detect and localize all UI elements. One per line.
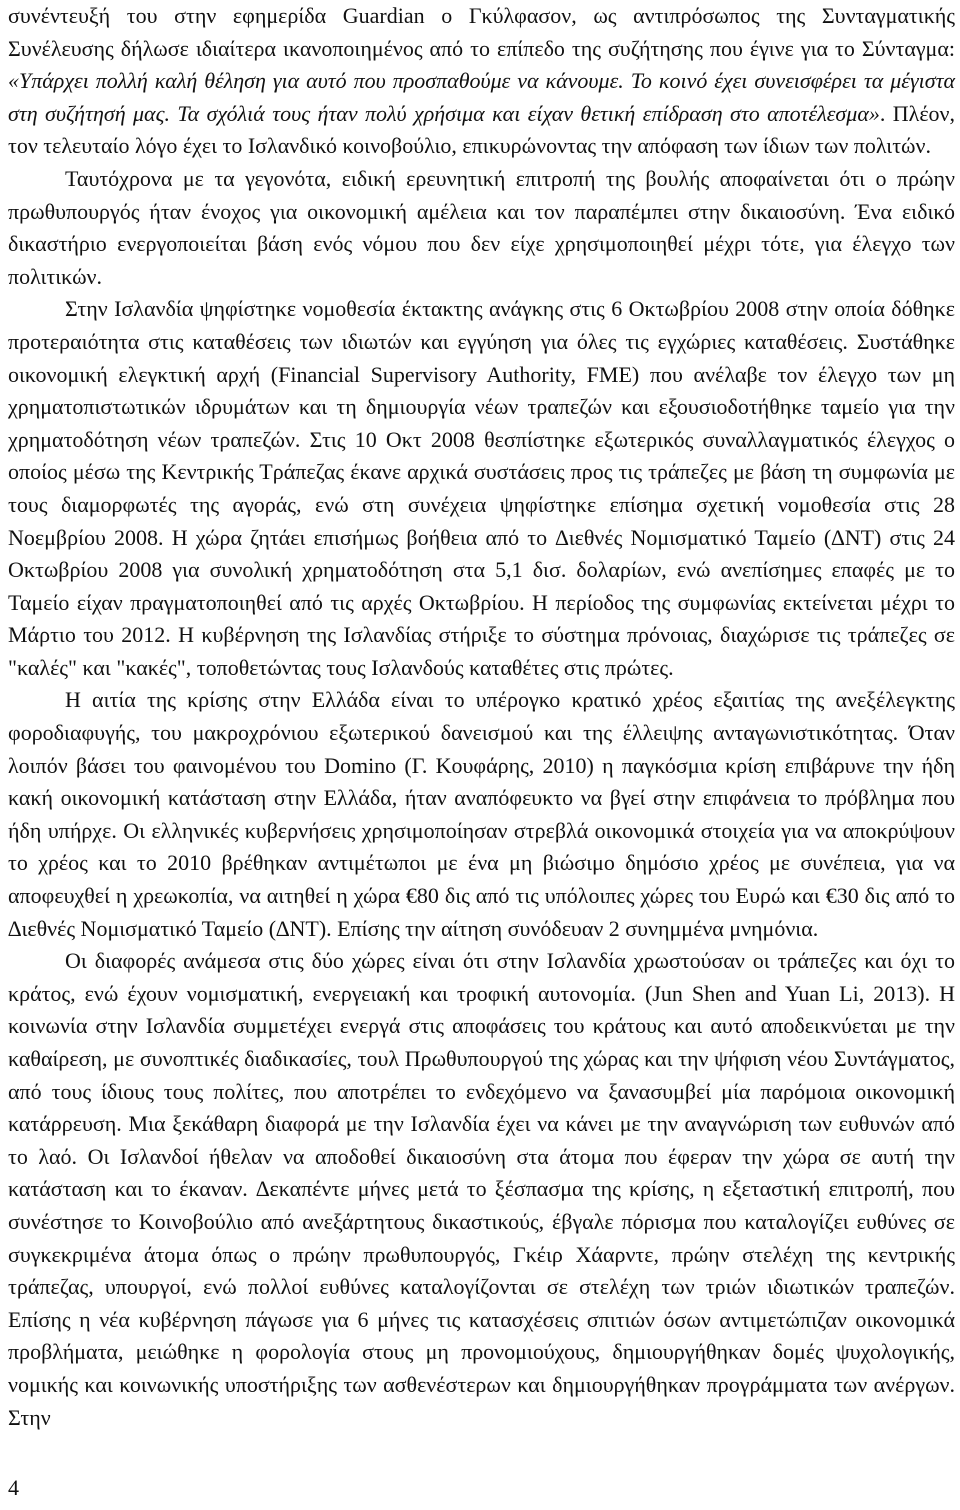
paragraph-4: Η αιτία της κρίσης στην Ελλάδα είναι το υπέρογκο κρατικό χρέος εξαιτίας της ανεξέλεγκτης φοροδιαφυγής, του μακροχρόνιου εξωτερικού δανεισμού και της έλλειψης ανταγωνιστικότητας. Όταν λοιπόν βάσει του φαινομένου του Domino (Γ. Κουφάρης, 2010) η παγκόσμια κρίση επιβάρυνε την ήδη κακή οικονομική κατάσταση στην Ελλάδα, ήταν αναπόφευκτο να βγεί στην επιφάνεια το πρόβλημα που ήδη υπήρχε. Οι ελληνικές κυβερνήσεις χρησιμοποίησαν στρεβλά οικονομικά στοιχεία για να αποκρύψουν το χρέος και το 2010 βρέθηκαν αντιμέτωποι με ένα μη βιώσιμο δημόσιο χρέος με συνέπεια, για να αποφευχθεί η χρεωκοπία, να αιτηθεί η χώρα €80 δις από τις υπόλοιπες χώρες του Ευρώ και €30 δις από το ∆ιεθνές Νομισματικό Ταμείο (∆ΝΤ). Επίσης την αίτηση συνόδευαν 2 συνημμένα μνημόνια. (8, 687, 955, 941)
paragraph-1 (8, 0, 955, 163)
document-body (8, 0, 955, 1434)
paragraph-2: Ταυτόχρονα με τα γεγονότα, ειδική ερευνητική επιτροπή της βουλής αποφαίνεται ότι ο πρώην πρωθυπουργός ήταν ένοχος για οικονομική αμέλεια και τον παραπέμπει στην δικαιοσύνη. Ένα ειδικό δικαστήριο ενεργοποιείται βάση ενός νόμου που δεν είχε χρησιμοποιηθεί μέχρι τότε, για έλεγχο των πολιτικών. (8, 165, 955, 289)
paragraph-1-outro: . Πλέον, τον τελευταίο λόγο έχει το Ισλανδικό κοινοβούλιο, επικυρώνοντας την απόφαση των ίδιων των πολιτών. (8, 100, 955, 159)
paragraph-3: Στην Ισλανδία ψηφίστηκε νομοθεσία έκτακτης ανάγκης στις 6 Οκτωβρίου 2008 στην οποία δόθηκε προτεραιότητα στις καταθέσεις των ιδιωτών και εγγύηση για όλες τις εγχώριες καταθέσεις. Συστάθηκε οικονομική ελεγκτική αρχή (Financial Supervisory Authority, FME) που ανέλαβε τον έλεγχο των μη χρηματοπιστωτικών ιδρυμάτων και τη δημιουργία νέων τραπεζών και εξουσιοδοτήθηκε ταμείο για την χρηματοδότηση νέων τραπεζών. Στις 10 Οκτ 2008 θεσπίστηκε εξωτερικός συναλλαγματικός έλεγχος ο οποίος μέσω της Κεντρικής Τράπεζας έκανε αρχικά συστάσεις προς τις τράπεζες με βάση τη συμφωνία με τους διαμορφωτές της αγοράς, ενώ στη συνέχεια ψηφίστηκε επίσημα σχετική νομοθεσία στις 28 Νοεμβρίου 2008. Η χώρα ζητάει επισήμως βοήθεια από το ∆ιεθνές Νομισματικό Ταμείο (∆ΝΤ) στις 24 Οκτωβρίου 2008 για συνολική χρηματοδότηση στα 5,1 δισ. δολαρίων, ενώ ανεπίσημες επαφές με το Ταμείο είχαν πραγματοποιηθεί από τις αρχές Οκτωβρίου. Η περίοδος της συμφωνίας εκτείνεται μέχρι το Μάρτιο του 2012. Η κυβέρνηση της Ισλανδίας στήριξε το σύστημα πρόνοιας, διαχώρισε τις τράπεζες σε "καλές" και "κακές", τοποθετώντας τους Ισλανδούς καταθέτες στις πρώτες. (8, 296, 955, 680)
paragraph-5: Οι διαφορές ανάμεσα στις δύο χώρες είναι ότι στην Ισλανδία χρωστούσαν οι τράπεζες και όχι το κράτος, ενώ έχουν νομισματική, ενεργειακή και τροφική αυτονομία. (Jun Shen and Yuan Li, 2013). Η κοινωνία στην Ισλανδία συμμετέχει ενεργά στις αποφάσεις του κράτους και αυτό αποδεικνύεται με την καθαίρεση, με συνοπτικές διαδικασίες, τουλ Πρωθυπουργού της χώρας και την ψήφιση νέου Συντάγματος, από τους ίδιους τους πολίτες, που αποτρέπει το ενδεχόμενο να ξανασυμβεί μία παρόμοια οικονομική κατάρρευση. Μια ξεκάθαρη διαφορά με την Ισλανδία έχει να κάνει με την αναγνώριση των ευθυνών από το λαό. Οι Ισλανδοί ήθελαν να αποδοθεί δικαιοσύνη στα άτομα που έφεραν την χώρα σε αυτή την κατάσταση και το έκαναν. ∆εκαπέντε μήνες μετά το ξέσπασμα της κρίσης, η εξεταστική επιτροπή, που συνέστησε το Κοινοβούλιο από ανεξάρτητους δικαστικούς, έβγαλε πόρισμα που καταλογίζει ευθύνες σε συγκεκριμένα άτομα όπως ο πρώην πρωθυπουργός, Γκέιρ Χάαρντε, πρώην στελέχη της κεντρικής τράπεζας, υπουργοί, ενώ πολλοί ευθύνες καταλογίζονται σε στελέχη των τριών ιδιωτικών τραπεζών. Επίσης η νέα κυβέρνηση πάγωσε για 6 μήνες τις κατασχέσεις σπιτιών όσων αντιμετώπιζαν οικονομικά προβλήματα, μειώθηκε η φορολογία στους μη προνομιούχους, δημιουργήθηκαν δομές ψυχολογικής, νομικής και κοινωνικής υποστήριξης των ασθενέστερων και δημιουργήθηκαν προγράμματα των ανέργων. Στην (8, 948, 955, 1430)
guardian-quote: «Υπάρχει πολλή καλή θέληση για αυτό που προσπαθούμε να κάνουμε. Το κοινό έχει συνεισφέρει τα μέγιστα στη συζήτησή μας. Τα σχόλιά τους ήταν πολύ χρήσιμα και είχαν θετική επίδραση στο αποτέλεσμα» (8, 68, 955, 126)
paragraph-1-intro: συνέντευξή του στην εφημερίδα Guardian ο Γκύλφασον, ως αντιπρόσωπος της Συνταγματικής Συνέλευσης δήλωσε ιδιαίτερα ικανοποιημένος από το επίπεδο της συζήτησης που έγινε για το Σύνταγμα: (8, 3, 955, 61)
page-number: 4 (8, 1475, 19, 1500)
